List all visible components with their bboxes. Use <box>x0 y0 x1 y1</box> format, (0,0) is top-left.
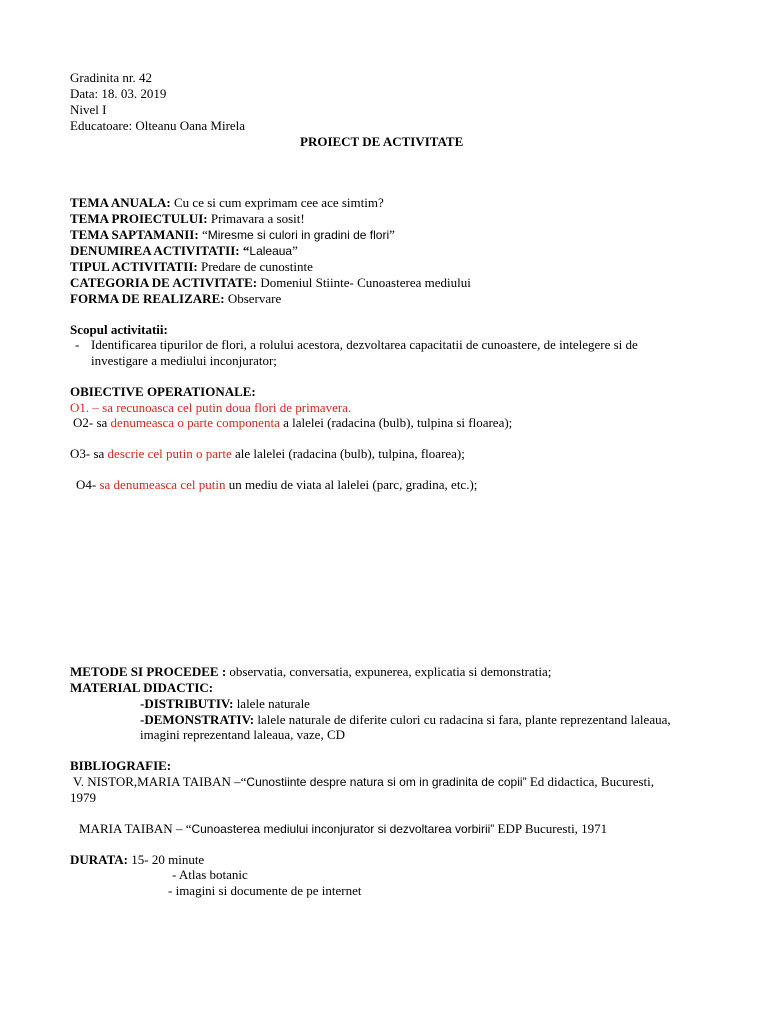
durata-extra-atlas: - Atlas botanic <box>172 867 248 882</box>
demonstrativ-value: lalele naturale de diferite culori cu radacina si fara, plante reprezentand laleaua, <box>254 712 671 727</box>
categoria-activitate <box>70 275 471 290</box>
bibliography-reference-1 <box>73 774 654 790</box>
denumirea-label: DENUMIREA ACTIVITATII: “ <box>70 243 250 258</box>
denumirea-activitatii <box>70 243 298 259</box>
scop-bullet: - <box>75 337 80 352</box>
tipul-activitatii <box>70 259 313 274</box>
tema-proiectului-label: TEMA PROIECTULUI: <box>70 211 208 226</box>
tema-saptamanii-label: TEMA SAPTAMANII: <box>70 227 199 242</box>
categoria-value: Domeniul Stiinte- Cunoasterea mediului <box>257 275 471 290</box>
bibliografie-label: BIBLIOGRAFIE: <box>70 758 172 773</box>
page-title: PROIECT DE ACTIVITATE <box>300 134 464 149</box>
o4-rest: un mediu de viata al lalelei (parc, gradina, etc.); <box>225 477 478 492</box>
teacher-name: Educatoare: Olteanu Oana Mirela <box>70 118 246 133</box>
durata <box>70 852 204 867</box>
scop-text-line1: Identificarea tipurilor de flori, a rolului acestora, dezvoltarea capacitatii de cunoastere, de intelegere si de <box>91 337 638 352</box>
tema-proiectului <box>70 211 305 226</box>
durata-extra-internet: - imagini si documente de pe internet <box>168 883 362 898</box>
forma-label: FORMA DE REALIZARE: <box>70 291 225 306</box>
ref1-year: 1979 <box>70 790 96 805</box>
forma-value: Observare <box>224 291 282 306</box>
objective-o2 <box>73 415 512 430</box>
o3-highlight: descrie cel putin o parte <box>107 446 232 461</box>
tipul-value: Predare de cunostinte <box>197 259 313 274</box>
o3-prefix: O3- sa <box>70 446 108 461</box>
objectives-label: OBIECTIVE OPERATIONALE: <box>70 384 256 399</box>
forma-de-realizare <box>70 291 281 306</box>
distributiv-value: lalele naturale <box>233 696 310 711</box>
tema-saptamanii <box>70 227 395 243</box>
durata-label: DURATA: <box>70 852 129 867</box>
tema-saptamanii-value: Miresme si culori in gradini de flori <box>207 228 390 242</box>
ref1-publisher: Ed didactica, Bucuresti, <box>526 774 654 789</box>
tema-saptamanii-quote-open: “ <box>198 227 208 242</box>
tema-anuala-label: TEMA ANUALA: <box>70 195 171 210</box>
denumirea-value: Laleaua <box>249 244 293 258</box>
distributiv-label: -DISTRIBUTIV: <box>140 696 234 711</box>
scop-label: Scopul activitatii: <box>70 322 168 337</box>
material-didactic-label: MATERIAL DIDACTIC: <box>70 680 214 695</box>
o4-highlight: sa denumeasca cel putin <box>99 477 226 492</box>
o4-prefix: O4- <box>76 477 100 492</box>
kindergarten-name: Gradinita nr. 42 <box>70 70 152 85</box>
objective-o3 <box>70 446 465 461</box>
o3-rest: ale lalelei (radacina (bulb), tulpina, floarea); <box>231 446 465 461</box>
tema-anuala-value: Cu ce si cum exprimam cee ace simtim? <box>170 195 384 210</box>
document-date: Data: 18. 03. 2019 <box>70 86 167 101</box>
ref2-author: MARIA TAIBAN – “ <box>79 821 192 836</box>
ref1-title: Cunostiinte despre natura si om in gradinita de copii” <box>246 775 527 789</box>
metode-value: observatia, conversatia, expunerea, explicatia si demonstratia; <box>226 664 552 679</box>
objective-o4 <box>76 477 477 492</box>
categoria-label: CATEGORIA DE ACTIVITATE: <box>70 275 258 290</box>
denumirea-quote-close: ” <box>292 243 298 258</box>
group-level: Nivel I <box>70 102 107 117</box>
tema-proiectului-value: Primavara a sosit! <box>207 211 305 226</box>
metode-si-procedee <box>70 664 551 679</box>
bibliography-reference-2 <box>79 821 607 837</box>
material-demonstrativ <box>140 712 671 727</box>
demonstrativ-label: -DEMONSTRATIV: <box>140 712 255 727</box>
scop-text-line2: investigare a mediului inconjurator; <box>91 353 277 368</box>
ref1-author: V. NISTOR,MARIA TAIBAN –“ <box>73 774 247 789</box>
metode-label: METODE SI PROCEDEE : <box>70 664 227 679</box>
o2-highlight: denumeasca o parte componenta <box>110 415 280 430</box>
tema-saptamanii-quote-close: ” <box>389 227 395 242</box>
tema-anuala <box>70 195 384 210</box>
durata-value: 15- 20 minute <box>128 852 205 867</box>
material-distributiv <box>140 696 310 711</box>
o2-prefix: O2- sa <box>73 415 111 430</box>
demonstrativ-continuation: imagini reprezentand laleaua, vaze, CD <box>140 727 346 742</box>
ref2-publisher: EDP Bucuresti, 1971 <box>494 821 608 836</box>
o2-rest: a lalelei (radacina (bulb), tulpina si floarea); <box>279 415 513 430</box>
tipul-label: TIPUL ACTIVITATII: <box>70 259 198 274</box>
objective-o1: O1. – sa recunoasca cel putin doua flori de primavera. <box>70 400 352 415</box>
ref2-title: Cunoasterea mediului inconjurator si dezvoltarea vorbirii” <box>191 822 495 836</box>
